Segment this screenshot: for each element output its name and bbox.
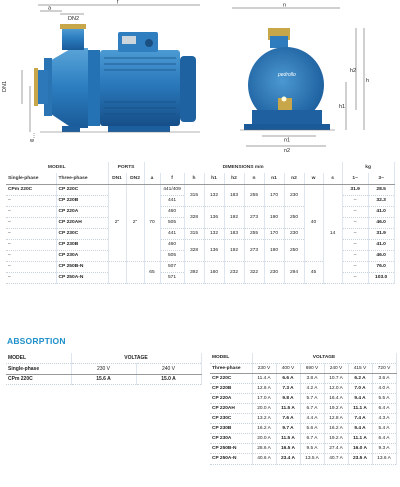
dims-kg1: – <box>342 228 368 239</box>
dims-single-model: – <box>6 261 56 272</box>
abs2-value: 28.6 A <box>252 444 276 454</box>
dims-n2: 294 <box>284 261 304 283</box>
dims-kg1: – <box>342 195 368 206</box>
dims-f: 441 <box>160 195 184 206</box>
dims-f: 505 <box>160 250 184 261</box>
table-row <box>210 414 396 424</box>
dims-header-columns-row <box>6 173 394 184</box>
dims-three-model: CP 230A <box>56 250 108 261</box>
abs2-value: 6.7 A <box>300 403 324 413</box>
dims-f: 571 <box>160 272 184 283</box>
dims-three-model: CP 230B <box>56 239 108 250</box>
dims-col-a: a <box>144 173 160 184</box>
dims-header-model: MODEL <box>6 162 108 173</box>
abs2-value: 9.7 A <box>276 424 300 434</box>
abs2-value: 5.5 A <box>372 393 396 403</box>
abs2-value: 6.4 A <box>372 434 396 444</box>
dims-h: 315 <box>184 228 204 239</box>
dims-n2: 230 <box>284 184 304 206</box>
dims-n1: 230 <box>264 261 284 283</box>
abs2-value: 16.2 A <box>324 424 348 434</box>
dims-w-group1: 40 <box>304 184 323 261</box>
dims-three-model: CP 220A <box>56 206 108 217</box>
abs2-header-voltage-col: 720 V <box>372 363 396 373</box>
dims-col-h: h <box>184 173 204 184</box>
abs2-value: 11.1 A <box>348 403 372 413</box>
abs2-value: 16.2 A <box>252 424 276 434</box>
dims-h1: 160 <box>204 261 224 283</box>
abs2-model: CP 220C <box>210 373 252 383</box>
table-row <box>210 383 396 393</box>
pump-side-view <box>34 24 200 132</box>
dims-h: 392 <box>184 261 204 283</box>
table-row <box>210 403 396 413</box>
abs2-value: 9.8 A <box>276 393 300 403</box>
abs2-value: 12.6 A <box>252 383 276 393</box>
dim-label-dn1: DN1 <box>2 80 8 92</box>
table-row <box>210 444 396 454</box>
abs1-model: CPm 220C <box>6 374 71 385</box>
abs1-header-230v: 230 V <box>71 364 136 375</box>
dims-h: 315 <box>184 184 204 206</box>
dims-h2: 192 <box>224 239 244 261</box>
abs1-subheader-row <box>6 364 201 375</box>
abs2-model: CP 230C <box>210 414 252 424</box>
abs2-value: 20.0 A <box>252 403 276 413</box>
dim-label-n1: n1 <box>284 137 291 144</box>
abs2-value: 16.0 A <box>348 444 372 454</box>
dims-h2: 183 <box>224 228 244 239</box>
abs1-value-240v: 15.0 A <box>136 374 201 385</box>
abs2-value: 11.5 A <box>276 403 300 413</box>
dims-col-w: w <box>304 173 323 184</box>
dims-kg1: 31.9 <box>342 184 368 195</box>
table-row <box>6 184 394 195</box>
abs2-model: CP 230B <box>210 424 252 434</box>
table-row <box>210 424 396 434</box>
abs2-value: 20.0 A <box>252 434 276 444</box>
abs2-value: 40.6 A <box>252 454 276 464</box>
dims-dn2: 2" <box>126 184 144 261</box>
dims-dn2-group2 <box>126 261 144 283</box>
abs2-header-model: MODEL <box>210 353 252 363</box>
abs2-value: 23.4 A <box>276 454 300 464</box>
abs2-value: 9.4 A <box>348 393 372 403</box>
dims-kg1: – <box>342 250 368 261</box>
abs2-value: 6.7 A <box>300 434 324 444</box>
abs2-value: 17.0 A <box>252 393 276 403</box>
abs2-value: 3.8 A <box>300 373 324 383</box>
dims-single-model: – <box>6 250 56 261</box>
abs2-model: CP 250B-N <box>210 444 252 454</box>
abs2-model: CP 220AH <box>210 403 252 413</box>
abs2-model: CP 220B <box>210 383 252 393</box>
dim-label-dn2: DN2 <box>68 16 80 22</box>
dims-kg1: – <box>342 206 368 217</box>
abs2-value: 3.6 A <box>372 373 396 383</box>
dims-a-group1: 70 <box>144 184 160 261</box>
dim-label-a: a <box>48 5 52 12</box>
dims-col-dn1: DN1 <box>108 173 126 184</box>
abs1-header-row <box>6 353 201 364</box>
abs1-header-single-phase: Single-phase <box>6 364 71 375</box>
dims-h2: 192 <box>224 206 244 228</box>
dims-col-h2: h2 <box>224 173 244 184</box>
abs2-value: 4.0 A <box>372 383 396 393</box>
dim-label-h2: h2 <box>350 68 357 74</box>
dims-three-model: CP 220B <box>56 195 108 206</box>
dims-header-ports: PORTS <box>108 162 144 173</box>
dims-single-model: – <box>6 195 56 206</box>
abs2-value: 11.4 A <box>252 373 276 383</box>
dims-col-kg-3: 3~ <box>368 173 394 184</box>
dims-kg3: 41.0 <box>368 239 394 250</box>
dims-kg3: 32.3 <box>368 195 394 206</box>
dims-n2: 250 <box>284 206 304 228</box>
dims-three-model: CP 220AH <box>56 217 108 228</box>
dims-h1: 132 <box>204 184 224 206</box>
table-row <box>210 373 396 383</box>
abs2-model: CP 250A-N <box>210 454 252 464</box>
dims-a-group2: 65 <box>144 261 160 283</box>
abs2-header-voltage: VOLTAGE <box>252 353 396 363</box>
dims-f: 505 <box>160 217 184 228</box>
dims-col-s: s <box>323 173 342 184</box>
abs2-value: 11.1 A <box>348 434 372 444</box>
dims-kg3: 46.0 <box>368 250 394 261</box>
dims-n1: 170 <box>264 228 284 239</box>
abs2-model: CP 230A <box>210 434 252 444</box>
dims-n2: 250 <box>284 239 304 261</box>
absorption-title: ABSORPTION <box>7 336 66 346</box>
absorption-single-phase-table <box>6 353 202 385</box>
dims-n: 273 <box>244 206 264 228</box>
abs2-value: 19.2 A <box>324 434 348 444</box>
abs2-value: 9.4 A <box>348 424 372 434</box>
dims-three-model: CP 250B-N <box>56 261 108 272</box>
dims-single-model: CPm 220C <box>6 184 56 195</box>
abs2-subheader-row <box>210 363 396 373</box>
dims-kg3: 31.9 <box>368 228 394 239</box>
dims-header-kg: kg <box>342 162 394 173</box>
abs1-header-240v: 240 V <box>136 364 201 375</box>
abs2-value: 4.3 A <box>372 414 396 424</box>
abs2-value: 19.2 A <box>324 403 348 413</box>
dims-col-n2: n2 <box>284 173 304 184</box>
abs2-header-voltage-col: 415 V <box>348 363 372 373</box>
abs2-value: 6.6 A <box>276 373 300 383</box>
dim-label-n2: n2 <box>284 148 291 154</box>
dims-single-model: – <box>6 272 56 283</box>
abs2-value: 5.7 A <box>300 393 324 403</box>
dim-label-f: f <box>117 0 119 6</box>
brand-logo: pedrollo <box>278 72 296 78</box>
dims-single-model: – <box>6 228 56 239</box>
dims-kg1: – <box>342 272 368 283</box>
dims-kg3: 28.5 <box>368 184 394 195</box>
dims-single-model: – <box>6 217 56 228</box>
table-row <box>6 374 201 385</box>
dims-h2: 183 <box>224 184 244 206</box>
dims-dn1: 2" <box>108 184 126 261</box>
dims-kg3: 76.0 <box>368 261 394 272</box>
dimensions-table <box>6 162 395 284</box>
dims-f: 460 <box>160 206 184 217</box>
abs2-body <box>210 373 396 464</box>
dim-label-n: n <box>283 2 287 9</box>
dims-col-dn2: DN2 <box>126 173 144 184</box>
abs1-header-voltage: VOLTAGE <box>71 353 201 364</box>
dims-kg3: 41.0 <box>368 206 394 217</box>
abs2-value: 13.2 A <box>252 414 276 424</box>
dims-h1: 136 <box>204 206 224 228</box>
abs2-header-voltage-col: 230 V <box>252 363 276 373</box>
dims-kg3: 103.0 <box>368 272 394 283</box>
abs2-model: CP 220A <box>210 393 252 403</box>
dims-f: 507 <box>160 261 184 272</box>
dims-n1: 190 <box>264 206 284 228</box>
abs2-value: 12.0 A <box>324 383 348 393</box>
abs2-value: 40.7 A <box>324 454 348 464</box>
abs2-value: 7.3 A <box>276 383 300 393</box>
abs2-value: 12.8 A <box>324 414 348 424</box>
abs2-value: 16.4 A <box>324 393 348 403</box>
dims-dn1-group2 <box>108 261 126 283</box>
abs2-value: 23.5 A <box>348 454 372 464</box>
abs2-value: 7.0 A <box>348 383 372 393</box>
dims-col-f: f <box>160 173 184 184</box>
abs2-value: 13.5 A <box>300 454 324 464</box>
dims-header-dimensions: DIMENSIONS mm <box>144 162 342 173</box>
dims-n: 255 <box>244 184 264 206</box>
abs2-value: 7.6 A <box>276 414 300 424</box>
abs2-value: 10.7 A <box>324 373 348 383</box>
abs2-value: 27.4 A <box>324 444 348 454</box>
abs2-value: 6.4 A <box>372 403 396 413</box>
dims-n: 322 <box>244 261 264 283</box>
dims-single-model: – <box>6 239 56 250</box>
dims-col-kg-1: 1~ <box>342 173 368 184</box>
abs2-value: 6.2 A <box>348 373 372 383</box>
dims-n2: 230 <box>284 228 304 239</box>
dim-label-w: w <box>30 138 34 144</box>
dim-label-h1: h1 <box>339 104 346 110</box>
absorption-three-phase-table <box>210 353 397 465</box>
table-row <box>210 434 396 444</box>
dims-col-n1: n1 <box>264 173 284 184</box>
dims-h: 328 <box>184 206 204 228</box>
dims-n: 273 <box>244 239 264 261</box>
dims-kg1: – <box>342 261 368 272</box>
dims-h1: 132 <box>204 228 224 239</box>
dims-h: 328 <box>184 239 204 261</box>
abs2-header-three-phase: Three-phase <box>210 363 252 373</box>
dims-col-n: n <box>244 173 264 184</box>
table-row <box>210 454 396 464</box>
dims-kg1: – <box>342 239 368 250</box>
pump-front-view <box>240 28 335 130</box>
pump-technical-drawing <box>0 0 400 160</box>
abs2-header-row <box>210 353 396 363</box>
abs1-value-230v: 15.6 A <box>71 374 136 385</box>
abs2-header-voltage-col: 240 V <box>324 363 348 373</box>
dims-col-three: Three-phase <box>56 173 108 184</box>
abs2-value: 5.6 A <box>300 424 324 434</box>
dims-kg1: – <box>342 217 368 228</box>
dims-n: 255 <box>244 228 264 239</box>
dims-s: 14 <box>323 184 342 283</box>
abs2-value: 16.5 A <box>276 444 300 454</box>
dims-three-model: CP 220C <box>56 184 108 195</box>
abs2-value: 4.4 A <box>300 414 324 424</box>
dims-n1: 190 <box>264 239 284 261</box>
dims-kg3: 46.0 <box>368 217 394 228</box>
dim-label-h: h <box>366 78 370 84</box>
abs2-value: 4.2 A <box>300 383 324 393</box>
dims-col-h1: h1 <box>204 173 224 184</box>
abs2-value: 5.4 A <box>372 424 396 434</box>
dims-f: 441/409 <box>160 184 184 195</box>
dims-three-model: CP 250A-N <box>56 272 108 283</box>
dims-n1: 170 <box>264 184 284 206</box>
dims-single-model: – <box>6 206 56 217</box>
abs2-value: 7.4 A <box>348 414 372 424</box>
dims-f: 460 <box>160 239 184 250</box>
abs2-value: 11.5 A <box>276 434 300 444</box>
dims-w-group2: 45 <box>304 261 323 283</box>
dims-f: 441 <box>160 228 184 239</box>
dims-h2: 232 <box>224 261 244 283</box>
abs2-header-voltage-col: 690 V <box>300 363 324 373</box>
dims-col-single: Single-phase <box>6 173 56 184</box>
dims-h1: 136 <box>204 239 224 261</box>
table-row <box>210 393 396 403</box>
dims-header-group-row <box>6 162 394 173</box>
dims-three-model: CP 230C <box>56 228 108 239</box>
abs2-value: 9.5 A <box>300 444 324 454</box>
abs2-header-voltage-col: 400 V <box>276 363 300 373</box>
abs2-value: 13.6 A <box>372 454 396 464</box>
abs2-value: 9.3 A <box>372 444 396 454</box>
abs1-header-model: MODEL <box>6 353 71 364</box>
